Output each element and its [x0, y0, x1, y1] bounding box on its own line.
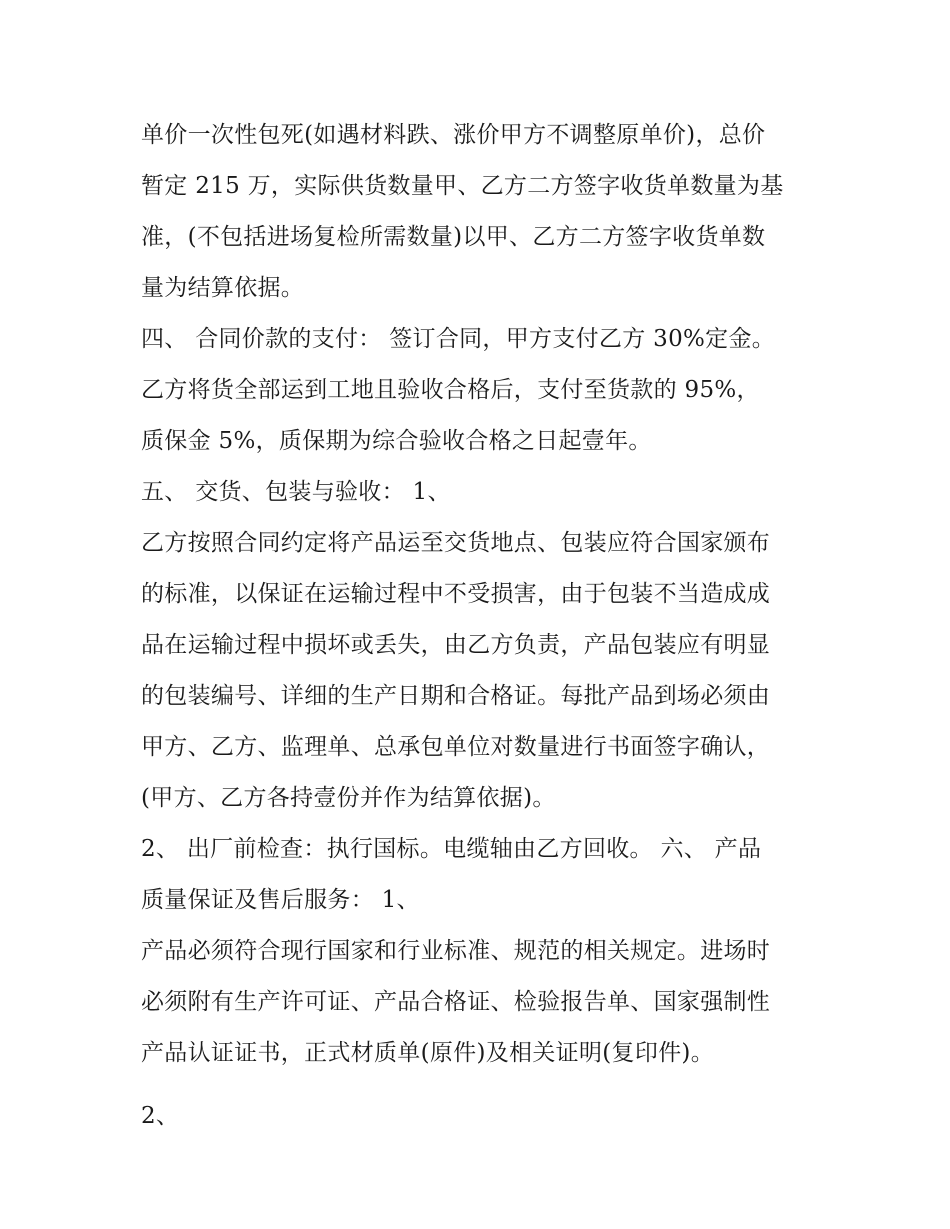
text-line: 乙方按照合同约定将产品运至交货地点、包装应符合国家颁布: [141, 530, 771, 556]
text-line: 2、 出厂前检查：执行国标。电缆轴由乙方回收。 六、 产品: [141, 836, 762, 862]
paragraph-gap: [141, 1079, 821, 1091]
text-line: 单价一次性包死(如遇材料跌、涨价甲方不调整原单价)，总价: [141, 122, 766, 148]
section-heading-quality: 质量保证及售后服务： 1、: [141, 887, 420, 913]
section-heading-payment: 四、 合同价款的支付： 签订合同，甲方支付乙方 30%定金。: [141, 326, 776, 352]
text-line: 的标准，以保证在运输过程中不受损害，由于包装不当造成成: [141, 581, 771, 607]
text-line: 产品认证证书，正式材质单(原件)及相关证明(复印件)。: [141, 1040, 714, 1066]
section-heading-delivery: 五、 交货、包装与验收： 1、: [141, 479, 451, 505]
text-line: 乙方将货全部运到工地且验收合格后，支付至货款的 95%，: [141, 377, 760, 403]
text-line: 品在运输过程中损坏或丢失，由乙方负责，产品包装应有明显: [141, 632, 771, 658]
text-line: 量为结算依据。: [141, 275, 305, 301]
text-line: 必须附有生产许可证、产品合格证、检验报告单、国家强制性: [141, 989, 771, 1015]
text-line: 暂定 215 万，实际供货数量甲、乙方二方签字收货单数量为基: [141, 173, 784, 199]
text-line: 准，(不包括进场复检所需数量)以甲、乙方二方签字收货单数: [141, 224, 766, 250]
text-line: (甲方、乙方各持壹份并作为结算依据)。: [141, 785, 556, 811]
text-line: 质保金 5%，质保期为综合验收合格之日起壹年。: [141, 428, 652, 454]
text-line: 甲方、乙方、监理单、总承包单位对数量进行书面签字确认，: [141, 734, 771, 760]
text-line: 的包装编号、详细的生产日期和合格证。每批产品到场必须由: [141, 683, 771, 709]
text-line: 2、: [141, 1103, 180, 1129]
document-body: [141, 110, 821, 1142]
text-line: 产品必须符合现行国家和行业标准、规范的相关规定。进场时: [141, 938, 771, 964]
